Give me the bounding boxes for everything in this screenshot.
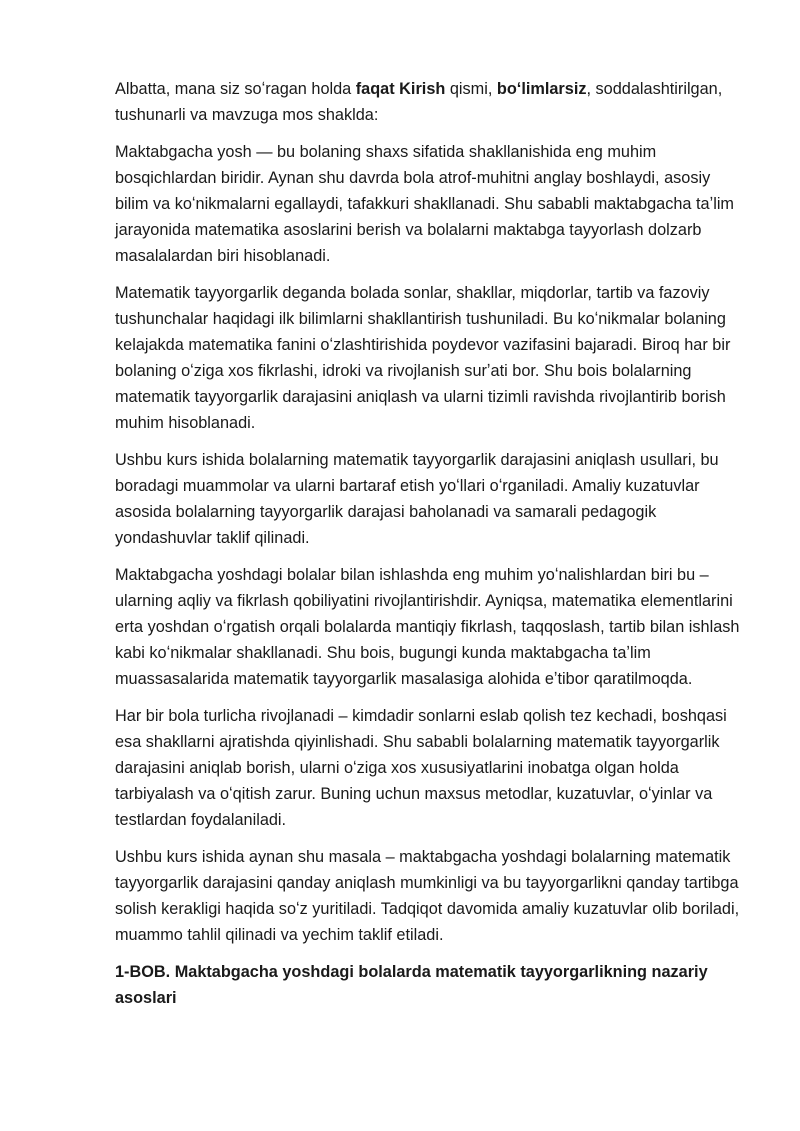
intro-text-1: Albatta, mana siz soʻragan holda bbox=[115, 80, 356, 98]
intro-text-2: qismi, bbox=[445, 80, 497, 98]
body-paragraph-4: Maktabgacha yoshdagi bolalar bilan ishlashda eng muhim yoʻnalishlardan biri bu – ularning aqliy va fikrlash qobiliyatini rivojlantirishdir. Ayniqsa, matematika elementlarini erta yoshdan oʻrgatish orqali bolalarda mantiqiy fikrlash, taqqoslash, tartib bilan ishlash kabi koʻnikmalar shakllanadi. Shu bois, bugungi kunda maktabgacha taʼlim muassasalarida matematik tayyorgarlik masalasiga alohida eʼtibor qaratilmoqda. bbox=[115, 566, 740, 688]
body-paragraph-3: Ushbu kurs ishida bolalarning matematik tayyorgarlik darajasini aniqlash usullari, bu boradagi muammolar va ularni bartaraf etish yoʻllari oʻrganiladi. Amaliy kuzatuvlar asosida bolalarning tayyorgarlik darajasi baholanadi va samarali pedagogik yondashuvlar taklif qilinadi. bbox=[115, 451, 719, 547]
intro-paragraph bbox=[115, 76, 745, 128]
intro-bold-kirish: faqat Kirish bbox=[355, 80, 446, 98]
document-page bbox=[115, 76, 745, 1011]
body-paragraph-6: Ushbu kurs ishida aynan shu masala – maktabgacha yoshdagi bolalarning matematik tayyorgarlik darajasini qanday aniqlash mumkinligi va bu tayyorgarlikni qanday tartibga solish kerakligi haqida soʻz yuritiladi. Tadqiqot davomida amaliy kuzatuvlar olib boriladi, muammo tahlil qilinadi va yechim taklif etiladi. bbox=[115, 848, 740, 944]
body-paragraph-1: Maktabgacha yosh — bu bolaning shaxs sifatida shakllanishida eng muhim bosqichlardan biridir. Aynan shu davrda bola atrof-muhitni anglay boshlaydi, asosiy bilim va koʻnikmalarni egallaydi, tafakkuri shakllanadi. Shu sababli maktabgacha taʼlim jarayonida matematika asoslarini berish va bolalarni maktabga tayyorlash dolzarb masalalardan biri hisoblanadi. bbox=[115, 143, 734, 265]
intro-bold-bolimlarsiz: boʻlimlarsiz bbox=[496, 80, 587, 98]
body-paragraph-2: Matematik tayyorgarlik deganda bolada sonlar, shakllar, miqdorlar, tartib va fazoviy tushunchalar haqidagi ilk bilimlarni shakllantirish tushuniladi. Bu koʻnikmalar bolaning kelajakda matematika fanini oʻzlashtirishida poydevor vazifasini bajaradi. Biroq har bir bolaning oʻziga xos fikrlashi, idroki va rivojlanish surʼati bor. Shu bois bolalarning matematik tayyorgarlik darajasini aniqlash va ularni tizimli ravishda rivojlantirib borish muhim hisoblanadi. bbox=[115, 284, 731, 432]
chapter-heading: 1-BOB. Maktabgacha yoshdagi bolalarda matematik tayyorgarlikning nazariy asoslari bbox=[115, 963, 708, 1007]
intro-text-3: , soddalashtirilgan, tushunarli va mavzuga mos shaklda: bbox=[115, 80, 723, 124]
body-paragraph-5: Har bir bola turlicha rivojlanadi – kimdadir sonlarni eslab qolish tez kechadi, boshqasi esa shakllarni ajratishda qiyinlishadi. Shu sababli bolalarning matematik tayyorgarlik darajasini aniqlab borish, ularni oʻziga xos xususiyatlarini inobatga olgan holda tarbiyalash va oʻqitish zarur. Buning uchun maxsus metodlar, kuzatuvlar, oʻyinlar va testlardan foydalaniladi. bbox=[115, 707, 727, 829]
